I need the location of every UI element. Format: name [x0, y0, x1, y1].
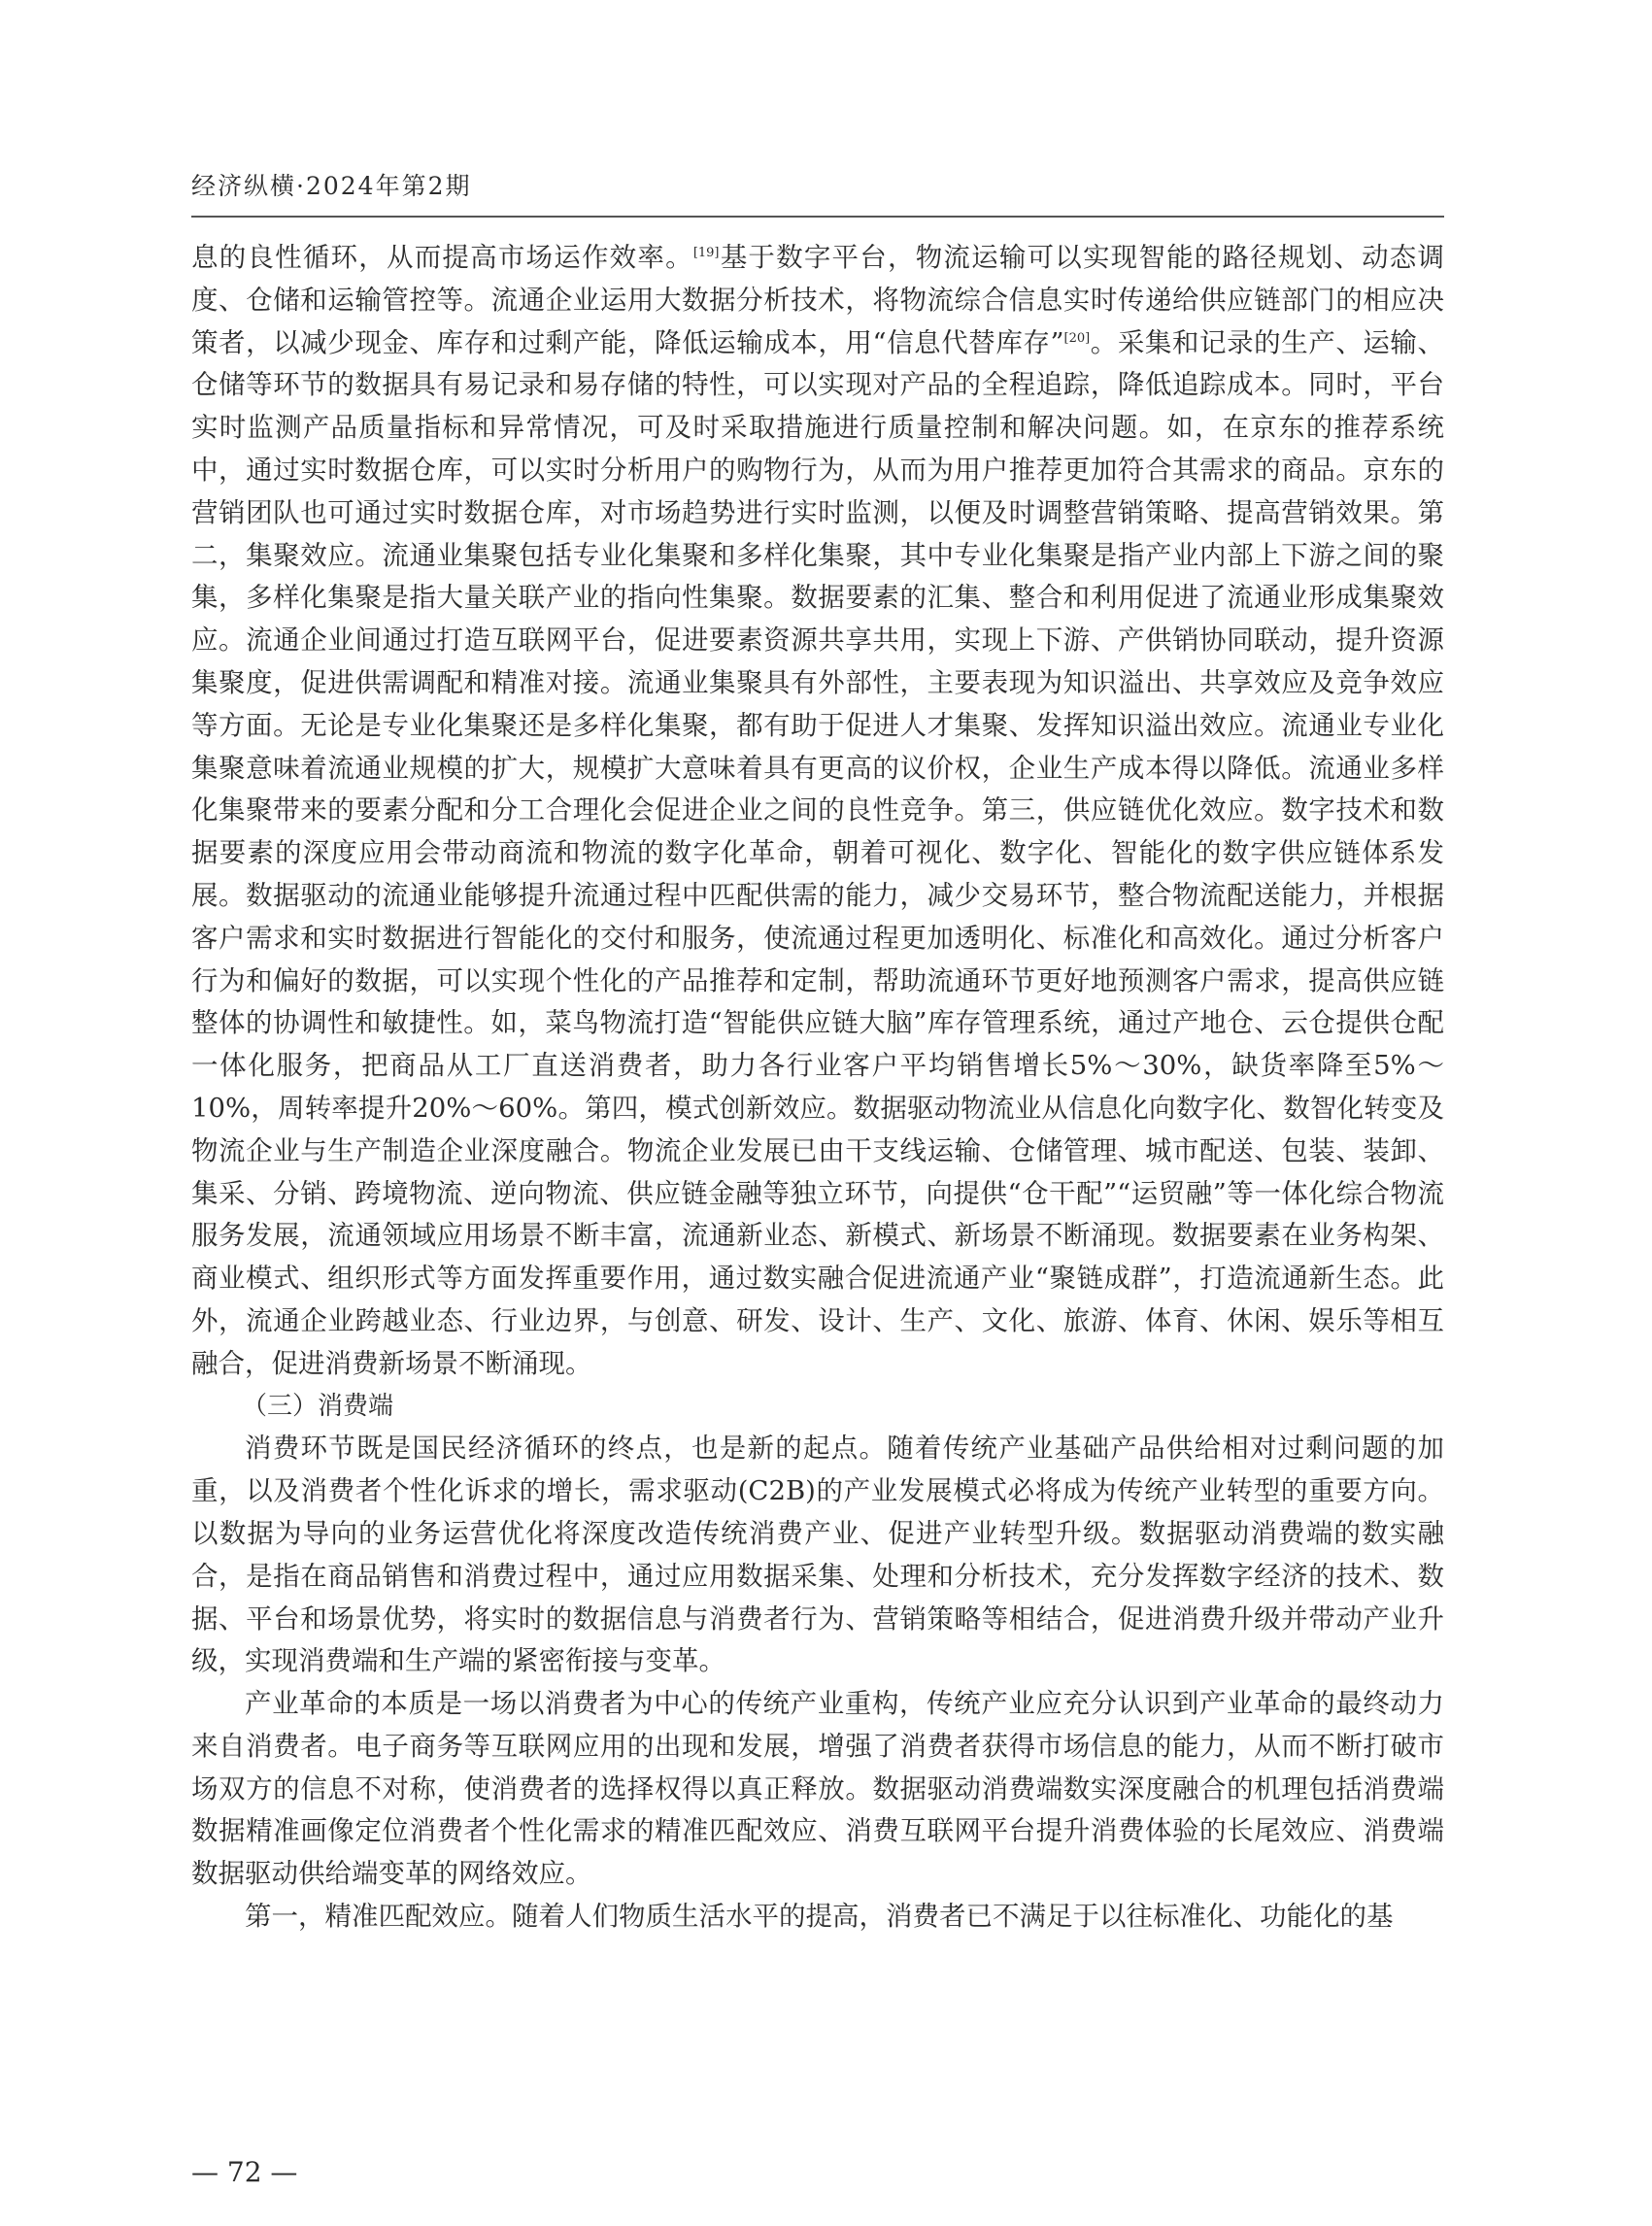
- paragraph-3: 产业革命的本质是一场以消费者为中心的传统产业重构，传统产业应充分认识到产业革命的最终动力来自消费者。电子商务等互联网应用的出现和发展，增强了消费者获得市场信息的能力，从而不断打破市场双方的信息不对称，使消费者的选择权得以真正释放。数据驱动消费端数实深度融合的机理包括消费端数据精准画像定位消费者个性化需求的精准匹配效应、消费互联网平台提升消费体验的长尾效应、消费端数据驱动供给端变革的网络效应。: [191, 1688, 1444, 1890]
- paragraph-2: 消费环节既是国民经济循环的终点，也是新的起点。随着传统产业基础产品供给相对过剩问题的加重，以及消费者个性化诉求的增长，需求驱动(C2B)的产业发展模式必将成为传统产业转型的重要方向。以数据为导向的业务运营优化将深度改造传统消费产业、促进产业转型升级。数据驱动消费端的数实融合，是指在商品销售和消费过程中，通过应用数据采集、处理和分析技术，充分发挥数字经济的技术、数据、平台和场景优势，将实时的数据信息与消费者行为、营销策略等相结合，促进消费升级并带动产业升级，实现消费端和生产端的紧密衔接与变革。: [191, 1433, 1444, 1677]
- paragraph-text: 。采集和记录的生产、运输、仓储等环节的数据具有易记录和易存储的特性，可以实现对产品的全程追踪，降低追踪成本。同时，平台实时监测产品质量指标和异常情况，可及时采取措施进行质量控制和解决问题。如，在京东的推荐系统中，通过实时数据仓库，可以实时分析用户的购物行为，从而为用户推荐更加符合其需求的商品。京东的营销团队也可通过实时数据仓库，对市场趋势进行实时监测，以便及时调整营销策略、提高营销效果。第二，集聚效应。流通业集聚包括专业化集聚和多样化集聚，其中专业化集聚是指产业内部上下游之间的聚集，多样化集聚是指大量关联产业的指向性集聚。数据要素的汇集、整合和利用促进了流通业形成集聚效应。流通企业间通过打造互联网平台，促进要素资源共享共用，实现上下游、产供销协同联动，提升资源集聚度，促进供需调配和精准对接。流通业集聚具有外部性，主要表现为知识溢出、共享效应及竞争效应等方面。无论是专业化集聚还是多样化集聚，都有助于促进人才集聚、发挥知识溢出效应。流通业专业化集聚意味着流通业规模的扩大，规模扩大意味着具有更高的议价权，企业生产成本得以降低。流通业多样化集聚带来的要素分配和分工合理化会促进企业之间的良性竞争。第三，供应链优化效应。数字技术和数据要素的深度应用会带动商流和物流的数字化革命，朝着可视化、数字化、智能化的数字供应链体系发展。数据驱动的流通业能够提升流通过程中匹配供需的能力，减少交易环节，整合物流配送能力，并根据客户需求和实时数据进行智能化的交付和服务，使流通过程更加透明化、标准化和高效化。通过分析客户行为和偏好的数据，可以实现个性化的产品推荐和定制，帮助流通环节更好地预测客户需求，提高供应链整体的协调性和敏捷性。如，菜鸟物流打造“智能供应链大脑”库存管理系统，通过产地仓、云仓提供仓配一体化服务，把商品从工厂直送消费者，助力各行业客户平均销售增长5%～30%，缺货率降至5%～10%，周转率提升20%～60%。第四，模式创新效应。数据驱动物流业从信息化向数字化、数智化转变及物流企业与生产制造企业深度融合。物流企业发展已由干支线运输、仓储管理、城市配送、包装、装卸、集采、分销、跨境物流、逆向物流、供应链金融等独立环节，向提供“仓干配”“运贸融”等一体化综合物流服务发展，流通领域应用场景不断丰富，流通新业态、新模式、新场景不断涌现。数据要素在业务构架、商业模式、组织形式等方面发挥重要作用，通过数实融合促进流通产业“聚链成群”，打造流通新生态。此外，流通企业跨越业态、行业边界，与创意、研发、设计、生产、文化、旅游、体育、休闲、娱乐等相互融合，促进消费新场景不断涌现。: [191, 326, 1444, 1379]
- paragraph-1: [191, 237, 1444, 1386]
- article-body: [191, 237, 1444, 1939]
- citation-ref: [19]: [692, 245, 720, 260]
- running-header: 经济纵横·2024年第2期: [191, 172, 472, 200]
- paragraph-4: 第一，精准匹配效应。随着人们物质生活水平的提高，消费者已不满足于以往标准化、功能化的基: [245, 1901, 1394, 1933]
- header-rule: [191, 216, 1444, 218]
- section-subheading: （三）消费端: [242, 1391, 394, 1421]
- paragraph-text: 息的良性循环，从而提高市场运作效率。: [191, 242, 693, 273]
- page-number: — 72 —: [191, 2156, 298, 2188]
- paragraph-text: 基于数字平台，物流运输可以实现智能的路径规划、动态调度、仓储和运输管控等。流通企业运用大数据分析技术，将物流综合信息实时传递给供应链部门的相应决策者，以减少现金、库存和过剩产能，降低运输成本，用“信息代替库存”: [191, 242, 1445, 358]
- citation-ref: [20]: [1063, 330, 1091, 346]
